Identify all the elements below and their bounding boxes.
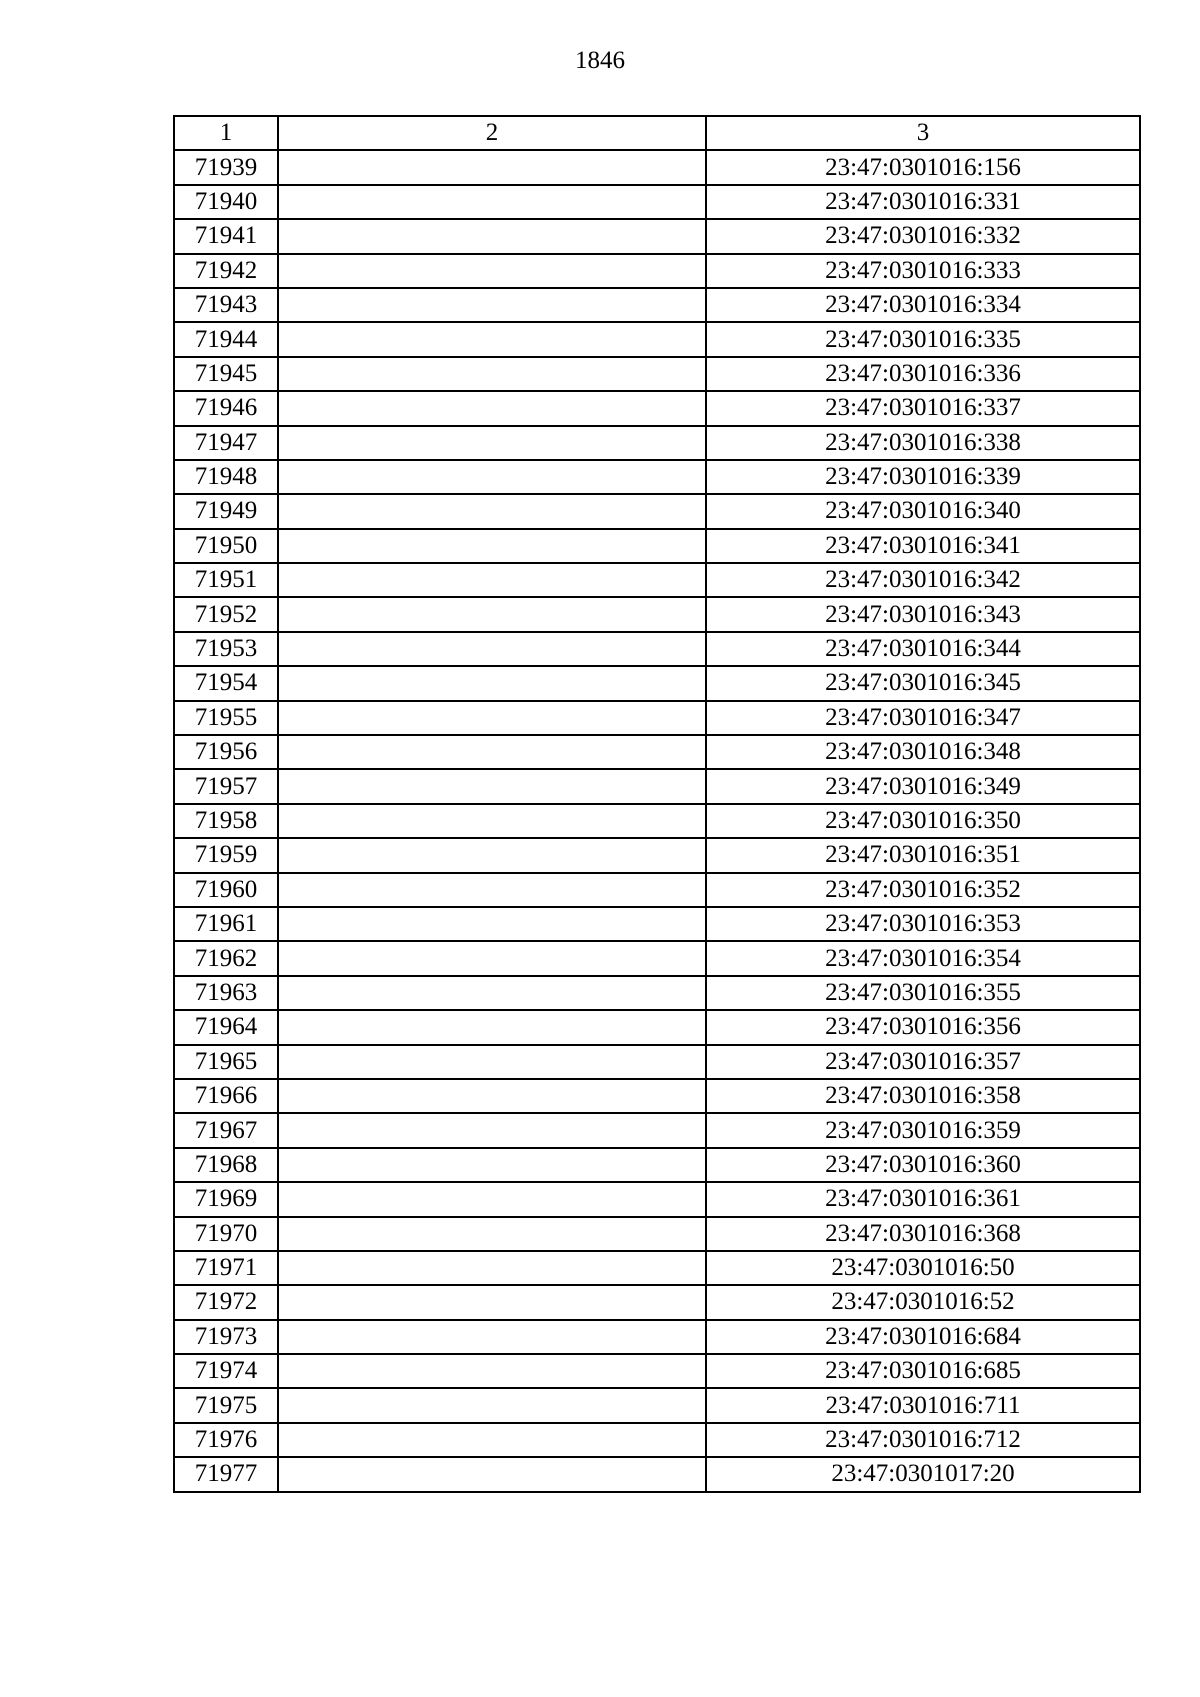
table-row bbox=[174, 907, 1140, 941]
table-row bbox=[174, 735, 1140, 769]
description-cell bbox=[278, 1320, 706, 1354]
cadastral-number-cell: 23:47:0301016:351 bbox=[706, 838, 1140, 872]
description-cell bbox=[278, 597, 706, 631]
description-cell bbox=[278, 426, 706, 460]
cadastral-number-cell: 23:47:0301017:20 bbox=[706, 1457, 1140, 1491]
header-cell-1: 1 bbox=[174, 116, 278, 150]
row-number-cell: 71961 bbox=[174, 907, 278, 941]
table-row bbox=[174, 563, 1140, 597]
description-cell bbox=[278, 1285, 706, 1319]
table-row bbox=[174, 529, 1140, 563]
row-number-cell: 71960 bbox=[174, 873, 278, 907]
cadastral-number-cell: 23:47:0301016:50 bbox=[706, 1251, 1140, 1285]
table-row bbox=[174, 1251, 1140, 1285]
table-row bbox=[174, 288, 1140, 322]
description-cell bbox=[278, 391, 706, 425]
description-cell bbox=[278, 185, 706, 219]
table-row bbox=[174, 976, 1140, 1010]
row-number-cell: 71954 bbox=[174, 666, 278, 700]
cadastral-number-cell: 23:47:0301016:341 bbox=[706, 529, 1140, 563]
row-number-cell: 71973 bbox=[174, 1320, 278, 1354]
cadastral-number-cell: 23:47:0301016:350 bbox=[706, 804, 1140, 838]
row-number-cell: 71952 bbox=[174, 597, 278, 631]
row-number-cell: 71975 bbox=[174, 1388, 278, 1422]
description-cell bbox=[278, 322, 706, 356]
row-number-cell: 71950 bbox=[174, 529, 278, 563]
table-row bbox=[174, 597, 1140, 631]
table-row bbox=[174, 1079, 1140, 1113]
description-cell bbox=[278, 1423, 706, 1457]
description-cell bbox=[278, 1251, 706, 1285]
description-cell bbox=[278, 563, 706, 597]
row-number-cell: 71965 bbox=[174, 1045, 278, 1079]
description-cell bbox=[278, 1354, 706, 1388]
cadastral-number-cell: 23:47:0301016:349 bbox=[706, 769, 1140, 803]
cadastral-number-cell: 23:47:0301016:684 bbox=[706, 1320, 1140, 1354]
row-number-cell: 71951 bbox=[174, 563, 278, 597]
row-number-cell: 71953 bbox=[174, 632, 278, 666]
cadastral-number-cell: 23:47:0301016:338 bbox=[706, 426, 1140, 460]
description-cell bbox=[278, 494, 706, 528]
table-row bbox=[174, 254, 1140, 288]
row-number-cell: 71962 bbox=[174, 941, 278, 975]
row-number-cell: 71944 bbox=[174, 322, 278, 356]
row-number-cell: 71974 bbox=[174, 1354, 278, 1388]
row-number-cell: 71976 bbox=[174, 1423, 278, 1457]
description-cell bbox=[278, 529, 706, 563]
header-cell-3: 3 bbox=[706, 116, 1140, 150]
table-row bbox=[174, 357, 1140, 391]
row-number-cell: 71972 bbox=[174, 1285, 278, 1319]
header-cell-2: 2 bbox=[278, 116, 706, 150]
cadastral-number-cell: 23:47:0301016:361 bbox=[706, 1182, 1140, 1216]
row-number-cell: 71949 bbox=[174, 494, 278, 528]
description-cell bbox=[278, 460, 706, 494]
table-row bbox=[174, 804, 1140, 838]
cadastral-number-cell: 23:47:0301016:156 bbox=[706, 150, 1140, 184]
table-row bbox=[174, 873, 1140, 907]
description-cell bbox=[278, 1045, 706, 1079]
table-row bbox=[174, 1182, 1140, 1216]
cadastral-number-cell: 23:47:0301016:339 bbox=[706, 460, 1140, 494]
cadastral-number-cell: 23:47:0301016:352 bbox=[706, 873, 1140, 907]
description-cell bbox=[278, 666, 706, 700]
row-number-cell: 71966 bbox=[174, 1079, 278, 1113]
description-cell bbox=[278, 838, 706, 872]
description-cell bbox=[278, 907, 706, 941]
description-cell bbox=[278, 1457, 706, 1491]
description-cell bbox=[278, 1113, 706, 1147]
row-number-cell: 71959 bbox=[174, 838, 278, 872]
table-row bbox=[174, 769, 1140, 803]
table-row bbox=[174, 666, 1140, 700]
description-cell bbox=[278, 1079, 706, 1113]
description-cell bbox=[278, 941, 706, 975]
table-row bbox=[174, 838, 1140, 872]
cadastral-number-cell: 23:47:0301016:334 bbox=[706, 288, 1140, 322]
description-cell bbox=[278, 1388, 706, 1422]
description-cell bbox=[278, 219, 706, 253]
table-row bbox=[174, 701, 1140, 735]
row-number-cell: 71977 bbox=[174, 1457, 278, 1491]
row-number-cell: 71939 bbox=[174, 150, 278, 184]
header-row bbox=[174, 116, 1140, 150]
table-row bbox=[174, 1285, 1140, 1319]
table-row bbox=[174, 1113, 1140, 1147]
cadastral-number-cell: 23:47:0301016:331 bbox=[706, 185, 1140, 219]
cadastral-number-cell: 23:47:0301016:353 bbox=[706, 907, 1140, 941]
cadastral-number-cell: 23:47:0301016:356 bbox=[706, 1010, 1140, 1044]
description-cell bbox=[278, 1010, 706, 1044]
table-row bbox=[174, 632, 1140, 666]
row-number-cell: 71943 bbox=[174, 288, 278, 322]
table-body bbox=[174, 150, 1140, 1491]
cadastral-number-cell: 23:47:0301016:332 bbox=[706, 219, 1140, 253]
table-header bbox=[174, 116, 1140, 150]
row-number-cell: 71964 bbox=[174, 1010, 278, 1044]
row-number-cell: 71957 bbox=[174, 769, 278, 803]
cadastral-number-cell: 23:47:0301016:358 bbox=[706, 1079, 1140, 1113]
table-row bbox=[174, 1320, 1140, 1354]
cadastral-number-cell: 23:47:0301016:354 bbox=[706, 941, 1140, 975]
cadastral-number-cell: 23:47:0301016:340 bbox=[706, 494, 1140, 528]
cadastral-number-cell: 23:47:0301016:344 bbox=[706, 632, 1140, 666]
cadastral-number-cell: 23:47:0301016:52 bbox=[706, 1285, 1140, 1319]
cadastral-number-cell: 23:47:0301016:355 bbox=[706, 976, 1140, 1010]
cadastral-number-cell: 23:47:0301016:368 bbox=[706, 1217, 1140, 1251]
cadastral-number-cell: 23:47:0301016:333 bbox=[706, 254, 1140, 288]
table-row bbox=[174, 219, 1140, 253]
table-row bbox=[174, 426, 1140, 460]
table-row bbox=[174, 1217, 1140, 1251]
table-row bbox=[174, 185, 1140, 219]
description-cell bbox=[278, 804, 706, 838]
table-row bbox=[174, 1388, 1140, 1422]
registry-table bbox=[173, 115, 1141, 1493]
cadastral-number-cell: 23:47:0301016:359 bbox=[706, 1113, 1140, 1147]
description-cell bbox=[278, 701, 706, 735]
row-number-cell: 71958 bbox=[174, 804, 278, 838]
table-row bbox=[174, 460, 1140, 494]
cadastral-number-cell: 23:47:0301016:343 bbox=[706, 597, 1140, 631]
row-number-cell: 71955 bbox=[174, 701, 278, 735]
cadastral-number-cell: 23:47:0301016:347 bbox=[706, 701, 1140, 735]
description-cell bbox=[278, 1148, 706, 1182]
table-row bbox=[174, 1457, 1140, 1491]
cadastral-number-cell: 23:47:0301016:360 bbox=[706, 1148, 1140, 1182]
table-row bbox=[174, 941, 1140, 975]
table-row bbox=[174, 1423, 1140, 1457]
description-cell bbox=[278, 1182, 706, 1216]
table-row bbox=[174, 1148, 1140, 1182]
cadastral-number-cell: 23:47:0301016:337 bbox=[706, 391, 1140, 425]
cadastral-number-cell: 23:47:0301016:357 bbox=[706, 1045, 1140, 1079]
description-cell bbox=[278, 976, 706, 1010]
row-number-cell: 71948 bbox=[174, 460, 278, 494]
row-number-cell: 71956 bbox=[174, 735, 278, 769]
cadastral-number-cell: 23:47:0301016:335 bbox=[706, 322, 1140, 356]
description-cell bbox=[278, 769, 706, 803]
description-cell bbox=[278, 357, 706, 391]
table-row bbox=[174, 150, 1140, 184]
cadastral-number-cell: 23:47:0301016:345 bbox=[706, 666, 1140, 700]
cadastral-number-cell: 23:47:0301016:348 bbox=[706, 735, 1140, 769]
row-number-cell: 71941 bbox=[174, 219, 278, 253]
page-number: 1846 bbox=[575, 47, 625, 74]
row-number-cell: 71946 bbox=[174, 391, 278, 425]
description-cell bbox=[278, 288, 706, 322]
table-row bbox=[174, 1354, 1140, 1388]
row-number-cell: 71971 bbox=[174, 1251, 278, 1285]
row-number-cell: 71947 bbox=[174, 426, 278, 460]
cadastral-number-cell: 23:47:0301016:685 bbox=[706, 1354, 1140, 1388]
row-number-cell: 71967 bbox=[174, 1113, 278, 1147]
table-row bbox=[174, 494, 1140, 528]
description-cell bbox=[278, 150, 706, 184]
cadastral-number-cell: 23:47:0301016:712 bbox=[706, 1423, 1140, 1457]
table-row bbox=[174, 1045, 1140, 1079]
table-row bbox=[174, 1010, 1140, 1044]
description-cell bbox=[278, 1217, 706, 1251]
row-number-cell: 71940 bbox=[174, 185, 278, 219]
row-number-cell: 71968 bbox=[174, 1148, 278, 1182]
cadastral-number-cell: 23:47:0301016:336 bbox=[706, 357, 1140, 391]
cadastral-number-cell: 23:47:0301016:342 bbox=[706, 563, 1140, 597]
row-number-cell: 71942 bbox=[174, 254, 278, 288]
table-row bbox=[174, 322, 1140, 356]
row-number-cell: 71969 bbox=[174, 1182, 278, 1216]
row-number-cell: 71963 bbox=[174, 976, 278, 1010]
description-cell bbox=[278, 735, 706, 769]
row-number-cell: 71945 bbox=[174, 357, 278, 391]
description-cell bbox=[278, 254, 706, 288]
cadastral-number-cell: 23:47:0301016:711 bbox=[706, 1388, 1140, 1422]
row-number-cell: 71970 bbox=[174, 1217, 278, 1251]
table-row bbox=[174, 391, 1140, 425]
description-cell bbox=[278, 873, 706, 907]
description-cell bbox=[278, 632, 706, 666]
